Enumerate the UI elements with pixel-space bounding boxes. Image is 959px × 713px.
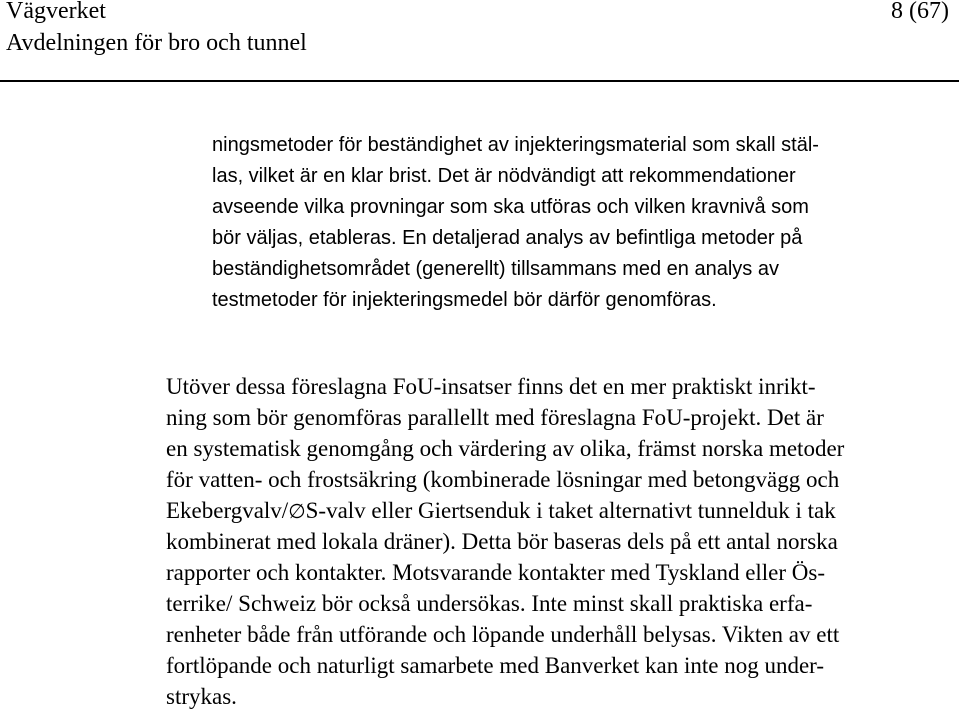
text-line: strykas. xyxy=(166,684,237,709)
page-header xyxy=(0,0,959,82)
text-fragment: Ekebergvalv/ xyxy=(166,498,289,523)
text-line: en systematisk genomgång och värdering av olika, främst norska metoder xyxy=(166,436,845,461)
text-line: ning som bör genomföras parallellt med föreslagna FoU-projekt. Det är xyxy=(166,405,824,430)
text-line: testmetoder för injekteringsmedel bör därför genomföras. xyxy=(212,289,717,311)
text-line: beständighetsområdet (generellt) tillsammans med en analys av xyxy=(212,258,779,280)
text-line: las, vilket är en klar brist. Det är nödvändigt att rekommendationer xyxy=(212,165,796,187)
text-fragment: S-valv eller Giertsenduk i taket alternativt tunnelduk i tak xyxy=(305,498,836,523)
text-line: fortlöpande och naturligt samarbete med Banverket kan inte nog under- xyxy=(166,653,825,678)
page-number: 8 (67) xyxy=(891,0,949,24)
empty-set-symbol: ∅ xyxy=(288,499,306,523)
text-line xyxy=(166,495,836,527)
text-line: för vatten- och frostsäkring (kombinerade lösningar med betongvägg och xyxy=(166,467,840,492)
text-line: avseende vilka provningar som ska utföras och vilken kravnivå som xyxy=(212,196,809,218)
text-line: bör väljas, etableras. En detaljerad analys av befintliga metoder på xyxy=(212,227,803,249)
organization-name: Vägverket xyxy=(6,0,106,24)
text-line: rapporter och kontakter. Motsvarande kontakter med Tyskland eller Ös- xyxy=(166,560,826,585)
text-line: kombinerat med lokala dräner). Detta bör baseras dels på ett antal norska xyxy=(166,529,838,554)
text-line: Utöver dessa föreslagna FoU-insatser finns det en mer praktiskt inrikt- xyxy=(166,374,816,399)
text-line: terrike/ Schweiz bör också undersökas. Inte minst skall praktiska erfa- xyxy=(166,591,813,616)
text-line: ningsmetoder för beständighet av injekteringsmaterial som skall stäl- xyxy=(212,134,819,156)
department-name: Avdelningen för bro och tunnel xyxy=(6,30,307,56)
text-line: renheter både från utförande och löpande underhåll belysas. Vikten av ett xyxy=(166,622,840,647)
